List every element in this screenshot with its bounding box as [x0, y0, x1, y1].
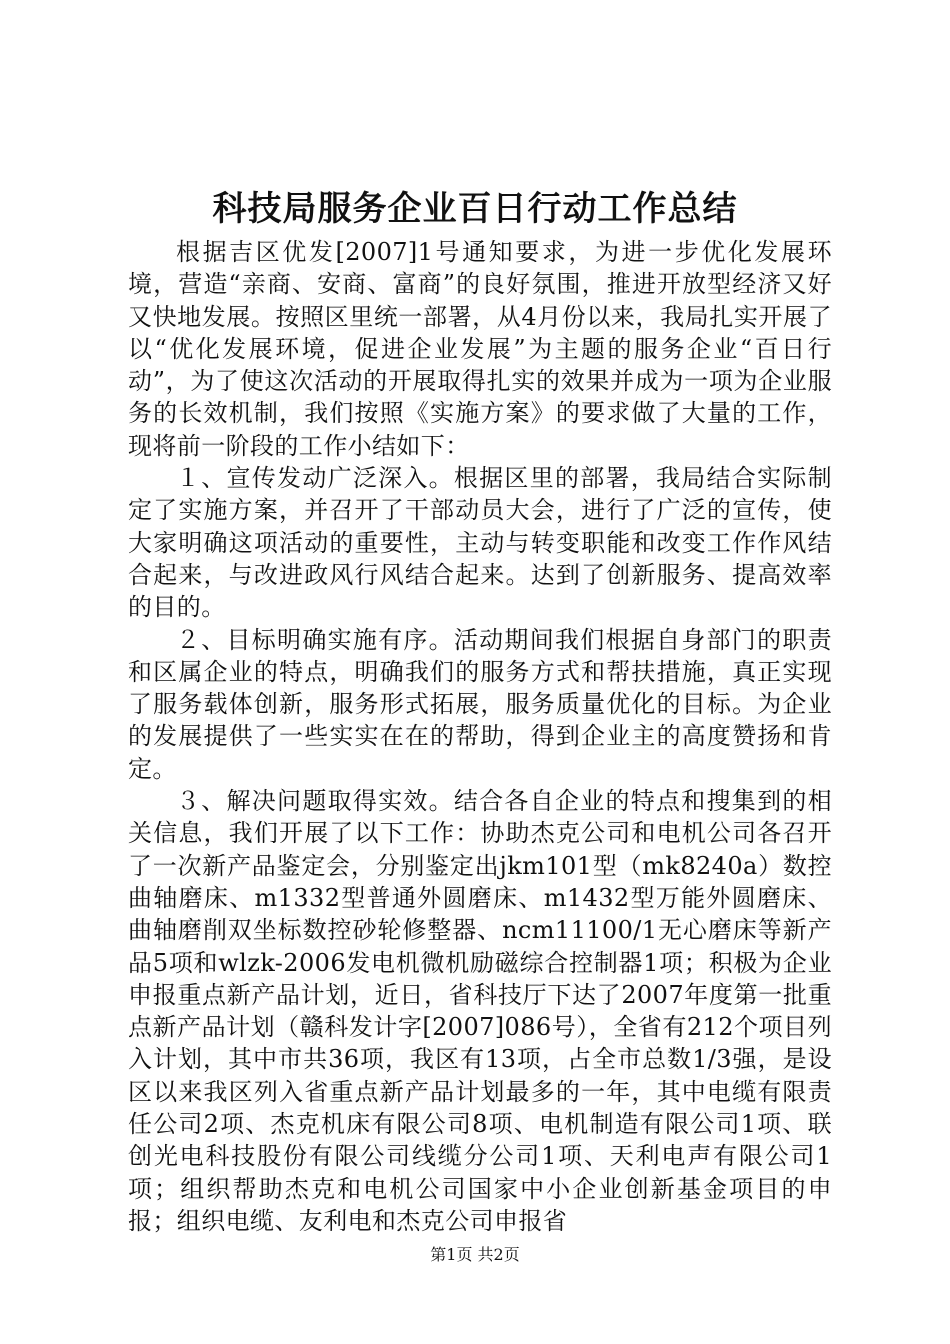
section-3-paragraph: ３、解决问题取得实效。结合各自企业的特点和搜集到的相关信息，我们开展了以下工作：协助杰克公司和电机公司各召开了一次新产品鉴定会，分别鉴定出jkm101型（mk8240a）数控曲轴磨床、m1332型普通外圆磨床、m1432型万能外圆磨床、曲轴磨削双坐标数控砂轮修整器、ncm11100/1无心磨床等新产品5项和wlzk-2006发电机微机励磁综合控制器1项；积极为企业申报重点新产品计划，近日，省科技厅下达了2007年度第一批重点新产品计划（赣科发计字[2007]086号），全省有212个项目列入计划，其中市共36项，我区有13项，占全市总数1/3强，是设区以来我区列入省重点新产品计划最多的一年，其中电缆有限责任公司2项、杰克机床有限公司8项、电机制造有限公司1项、联创光电科技股份有限公司线缆分公司1项、天利电声有限公司1项；组织帮助杰克和电机公司国家中小企业创新基金项目的申报；组织电缆、友利电和杰克公司申报省 — [128, 787, 832, 1235]
page-number-footer: 第1页 共2页 — [430, 1245, 520, 1264]
section-1-paragraph: １、宣传发动广泛深入。根据区里的部署，我局结合实际制定了实施方案，并召开了干部动员大会，进行了广泛的宣传，使大家明确这项活动的重要性，主动与转变职能和改变工作作风结合起来，与改进政风行风结合起来。达到了创新服务、提高效率的目的。 — [128, 464, 832, 622]
intro-paragraph: 根据吉区优发[2007]1号通知要求，为进一步优化发展环境，营造“亲商、安商、富商”的良好氛围，推进开放型经济又好又快地发展。按照区里统一部署，从4月份以来，我局扎实开展了以“优化发展环境，促进企业发展”为主题的服务企业“百日行动”，为了使这次活动的开展取得扎实的效果并成为一项为企业服务的长效机制，我们按照《实施方案》的要求做了大量的工作，现将前一阶段的工作小结如下： — [128, 238, 832, 460]
section-2-paragraph: ２、目标明确实施有序。活动期间我们根据自身部门的职责和区属企业的特点，明确我们的服务方式和帮扶措施，真正实现了服务载体创新，服务形式拓展，服务质量优化的目标。为企业的发展提供了一些实实在在的帮助，得到企业主的高度赞扬和肯定。 — [128, 625, 832, 783]
document-title: 科技局服务企业百日行动工作总结 — [212, 189, 738, 229]
document-body — [128, 236, 832, 1237]
